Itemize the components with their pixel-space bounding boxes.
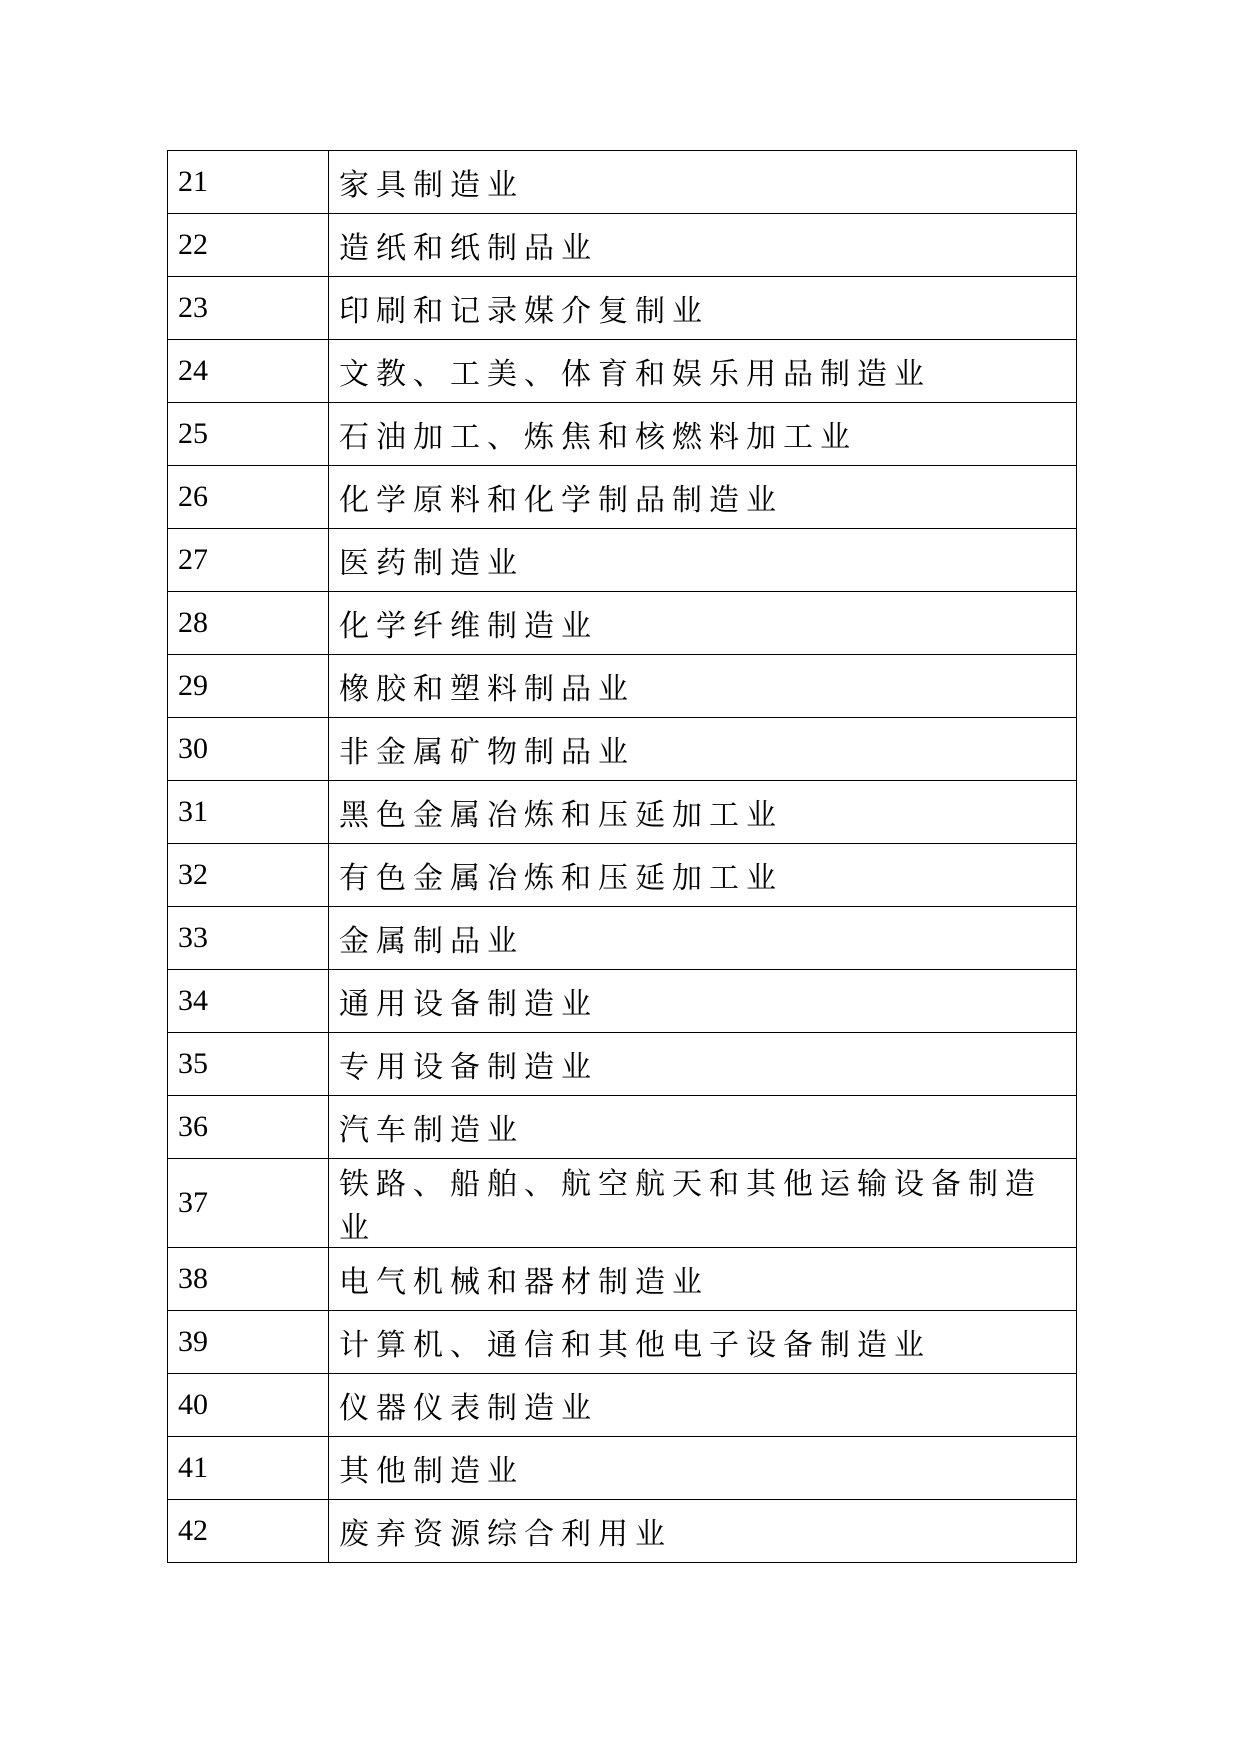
industry-code: 25 — [168, 403, 329, 466]
table-row — [168, 1033, 1077, 1096]
industry-name: 汽车制造业 — [329, 1096, 1077, 1159]
table-row — [168, 1096, 1077, 1159]
industry-code: 35 — [168, 1033, 329, 1096]
table-row — [168, 1311, 1077, 1374]
industry-name: 专用设备制造业 — [329, 1033, 1077, 1096]
industry-name: 橡胶和塑料制品业 — [329, 655, 1077, 718]
industry-name: 废弃资源综合利用业 — [329, 1500, 1077, 1563]
industry-code: 42 — [168, 1500, 329, 1563]
industry-code: 31 — [168, 781, 329, 844]
industry-name: 印刷和记录媒介复制业 — [329, 277, 1077, 340]
table-row — [168, 151, 1077, 214]
industry-code: 22 — [168, 214, 329, 277]
table-row — [168, 403, 1077, 466]
table-row — [168, 655, 1077, 718]
industry-name: 仪器仪表制造业 — [329, 1374, 1077, 1437]
industry-code: 29 — [168, 655, 329, 718]
table-row — [168, 1437, 1077, 1500]
industry-name: 文教、工美、体育和娱乐用品制造业 — [329, 340, 1077, 403]
industry-name: 医药制造业 — [329, 529, 1077, 592]
industry-name: 黑色金属冶炼和压延加工业 — [329, 781, 1077, 844]
industry-name: 造纸和纸制品业 — [329, 214, 1077, 277]
industry-name: 有色金属冶炼和压延加工业 — [329, 844, 1077, 907]
industry-code: 36 — [168, 1096, 329, 1159]
industry-name: 铁路、船舶、航空航天和其他运输设备制造业 — [329, 1159, 1077, 1248]
table-row — [168, 1374, 1077, 1437]
industry-name: 电气机械和器材制造业 — [329, 1248, 1077, 1311]
table-row — [168, 592, 1077, 655]
industry-code: 37 — [168, 1159, 329, 1248]
industry-code: 30 — [168, 718, 329, 781]
table-row — [168, 970, 1077, 1033]
industry-name: 化学纤维制造业 — [329, 592, 1077, 655]
industry-name: 非金属矿物制品业 — [329, 718, 1077, 781]
industry-code: 32 — [168, 844, 329, 907]
industry-name: 化学原料和化学制品制造业 — [329, 466, 1077, 529]
table-row — [168, 466, 1077, 529]
industry-name: 金属制品业 — [329, 907, 1077, 970]
industry-code: 39 — [168, 1311, 329, 1374]
industry-code: 33 — [168, 907, 329, 970]
industry-code: 21 — [168, 151, 329, 214]
table-row — [168, 1159, 1077, 1248]
industry-code: 26 — [168, 466, 329, 529]
industry-code: 40 — [168, 1374, 329, 1437]
industry-table — [167, 150, 1077, 1563]
table-row — [168, 214, 1077, 277]
industry-name: 其他制造业 — [329, 1437, 1077, 1500]
table-body — [168, 151, 1077, 1563]
table-row — [168, 1500, 1077, 1563]
table-row — [168, 781, 1077, 844]
table-row — [168, 1248, 1077, 1311]
industry-code: 24 — [168, 340, 329, 403]
industry-name: 通用设备制造业 — [329, 970, 1077, 1033]
table-row — [168, 529, 1077, 592]
table-row — [168, 844, 1077, 907]
industry-code: 38 — [168, 1248, 329, 1311]
industry-code: 34 — [168, 970, 329, 1033]
industry-code: 27 — [168, 529, 329, 592]
industry-name: 石油加工、炼焦和核燃料加工业 — [329, 403, 1077, 466]
industry-code: 23 — [168, 277, 329, 340]
table-row — [168, 907, 1077, 970]
industry-code: 41 — [168, 1437, 329, 1500]
table-row — [168, 718, 1077, 781]
table-row — [168, 340, 1077, 403]
table-row — [168, 277, 1077, 340]
industry-name: 计算机、通信和其他电子设备制造业 — [329, 1311, 1077, 1374]
industry-code: 28 — [168, 592, 329, 655]
industry-name: 家具制造业 — [329, 151, 1077, 214]
